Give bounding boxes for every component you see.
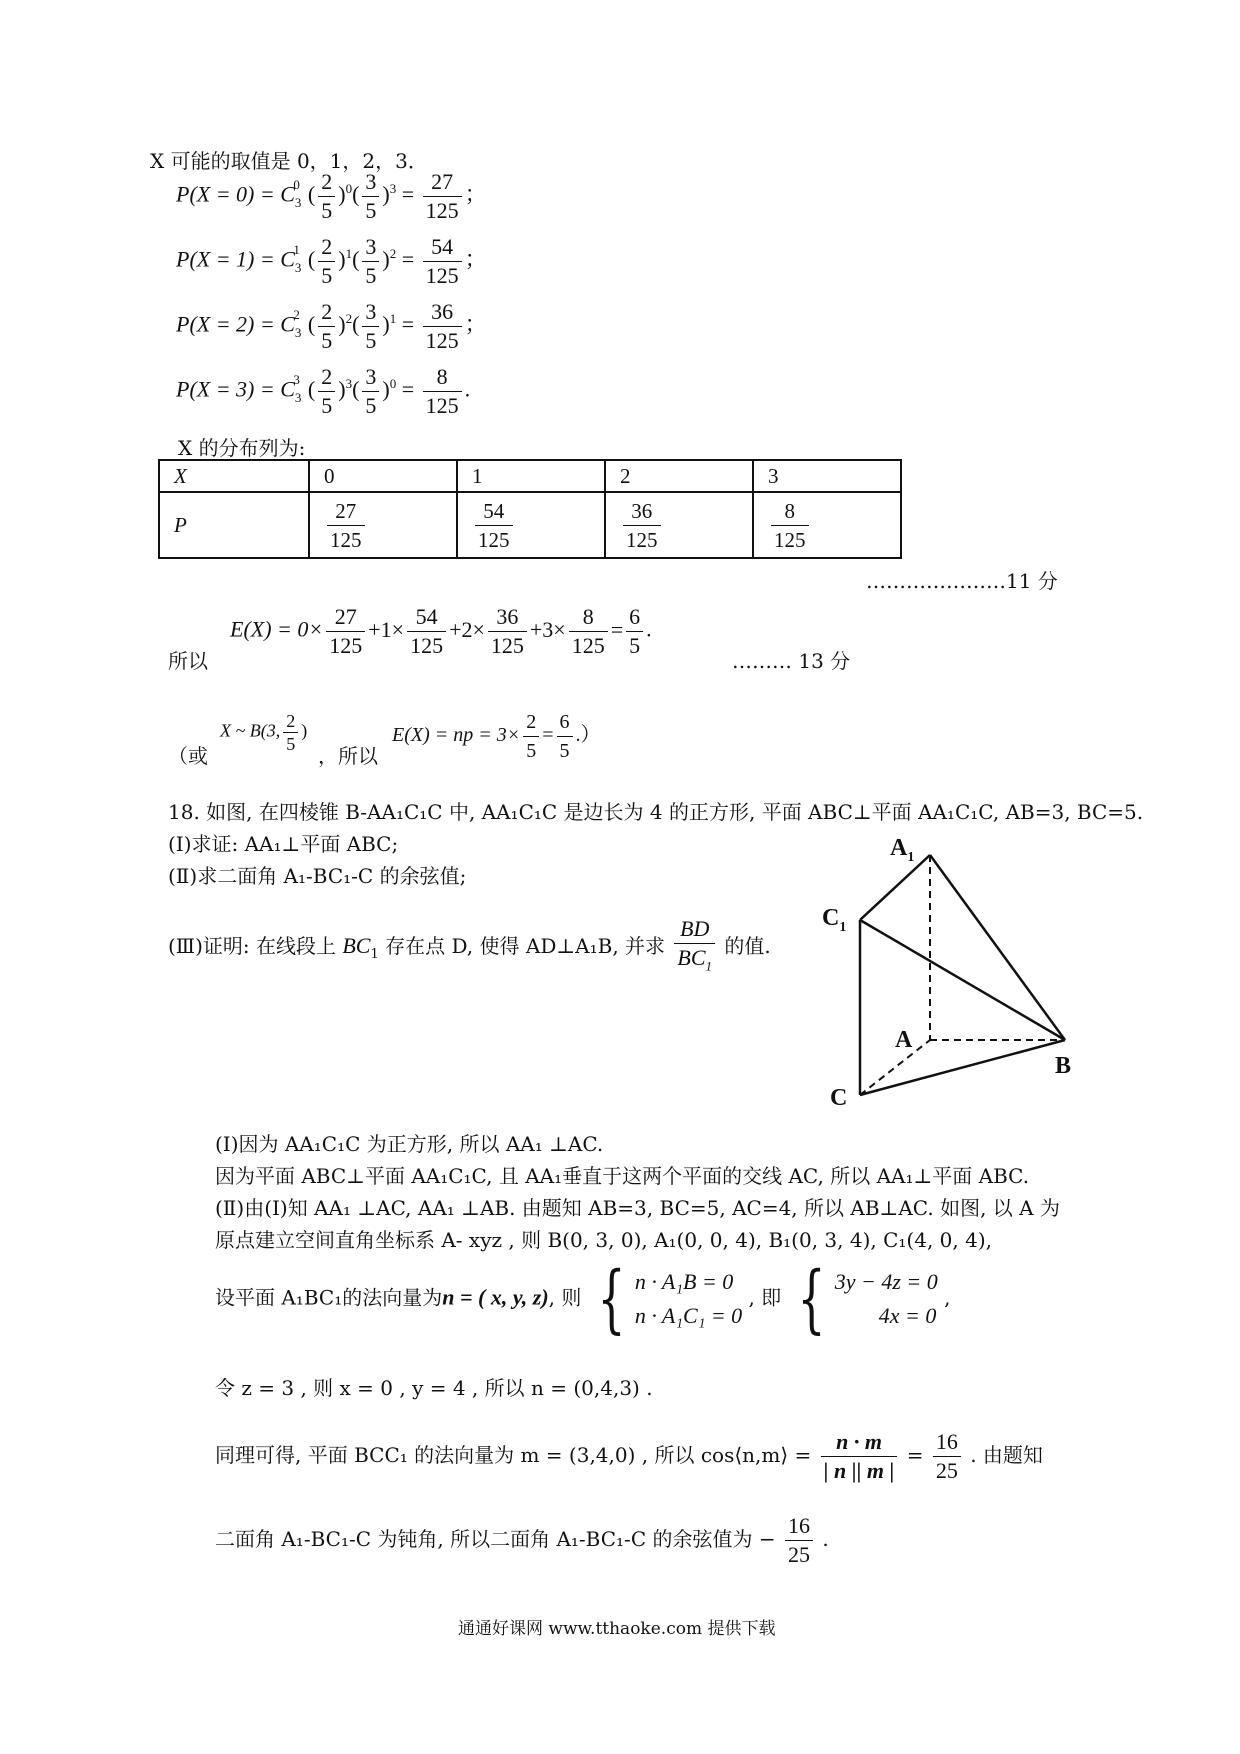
dist-caption: X 的分布列为: (178, 436, 306, 460)
solution-line-6: 令 z = 3 , 则 x = 0 , y = 4 , 所以 n = (0,4,3) . (215, 1376, 653, 1400)
alt-expr: E(X) = np = 3× $\frac{2}{5}$ = $\frac{6}{5}$ .） (392, 708, 601, 765)
label-c: C (830, 1085, 848, 1111)
table-cell: 0 (309, 460, 457, 492)
solution-line-2: 因为平面 ABC⊥平面 AA₁C₁C, 且 AA₁垂直于这两个平面的交线 AC, 所以 AA₁⊥平面 ABC. (215, 1164, 1030, 1188)
table-cell: 2 (605, 460, 753, 492)
footer: 通通好课网 www.tthaoke.com 提供下载 (458, 1619, 776, 1639)
edge-c-b (860, 1040, 1065, 1095)
table-header-x: X (159, 460, 309, 492)
expectation-term: $\frac{8}{125}$ (569, 603, 608, 660)
probability-line: $P(X = 1) = C_3^1$ ( $\frac{2}{5}$ )$^1$( $\frac{3}{5}$ )$^2$ = $\frac{54}{125}$ ； (176, 234, 487, 288)
alt-open: （或 (168, 744, 208, 768)
solution-line-8: 二面角 A₁-BC₁-C 为钝角, 所以二面角 A₁-BC₁-C 的余弦值为 − $\frac{16}{25}$ . (215, 1513, 829, 1567)
table-cell: $\frac{54}{125}$ (457, 492, 605, 558)
table-cell: $\frac{27}{125}$ (309, 492, 457, 558)
expectation-term: $\frac{27}{125}$ (326, 603, 365, 660)
solution-line-1: (Ⅰ)因为 AA₁C₁C 为正方形, 所以 AA₁ ⊥AC. (215, 1132, 604, 1156)
expectation-term: $\frac{36}{125}$ (488, 603, 527, 660)
edge-c1-a1 (860, 855, 930, 920)
label-a: A (895, 1027, 913, 1053)
probability-line: $P(X = 2) = C_3^2$ ( $\frac{2}{5}$ )$^2$( $\frac{3}{5}$ )$^1$ = $\frac{36}{125}$ ； (176, 299, 487, 353)
q18-part1: (Ⅰ)求证: AA₁⊥平面 ABC; (168, 832, 399, 856)
probability-line: $P(X = 0) = C_3^0$ ( $\frac{2}{5}$ )$^0$( $\frac{3}{5}$ )$^3$ = $\frac{27}{125}$ ； (176, 169, 487, 223)
score-11: …………………11 分 (866, 569, 1058, 593)
table-header-p: P (159, 492, 309, 558)
expectation-formula: E(X) = 0× $\frac{27}{125}$ +1× $\frac{54}{125}$ +2× $\frac{36}{125}$ +3× $\frac{8}{125}$ = $\frac{6}{5}$ . (230, 604, 652, 658)
q18-part3: (Ⅲ)证明: 在线段上 $BC_1$ 存在点 D, 使得 AD⊥A₁B, 并求 $\frac{BD}{BC_1}$ 的值. (168, 915, 771, 980)
edge-c1-b (860, 920, 1065, 1040)
solution-line-4: 原点建立空间直角坐标系 A- xyz , 则 B(0, 3, 0), A₁(0, 0, 4), B₁(0, 3, 4), C₁(4, 0, 4), (215, 1228, 992, 1252)
table-cell: $\frac{8}{125}$ (753, 492, 901, 558)
label-b: B (1055, 1053, 1072, 1079)
table-cell: 3 (753, 460, 901, 492)
table-cell: $\frac{36}{125}$ (605, 492, 753, 558)
label-c1: $C_1$ (822, 905, 847, 935)
score-13: ……… 13 分 (732, 649, 851, 673)
expectation-term: $\frac{54}{125}$ (407, 603, 446, 660)
distribution-table (158, 459, 902, 559)
expect-prefix: 所以 (168, 649, 208, 673)
values-line: X 可能的取值是 0，1，2，3． (150, 149, 428, 173)
solution-line-7: 同理可得, 平面 BCC₁ 的法向量为 m = (3,4,0) , 所以 cos⟨n,m⟩ = $\frac{n \cdot m}{| n || m |}$ = $\frac{16}{25}$ . 由题知 (215, 1429, 1043, 1483)
alt-binom: X ~ B(3, $\frac{2}{5}$ ) (220, 711, 308, 754)
label-a1: $A_1$ (890, 835, 915, 865)
edge-a1-b (930, 855, 1065, 1040)
probability-line: $P(X = 3) = C_3^3$ ( $\frac{2}{5}$ )$^3$( $\frac{3}{5}$ )$^0$ = $\frac{8}{125}$ . (176, 364, 471, 418)
pyramid-figure (820, 825, 1110, 1125)
solution-line-5: 设平面 A₁BC₁的法向量为n = ( x, y, z), 则 { n · A₁B = 0 n · A₁C₁ = 0 , 即 { 3y − 4z = 0 4x = 0 , (215, 1256, 951, 1342)
solution-line-3: (Ⅱ)由(Ⅰ)知 AA₁ ⊥AC, AA₁ ⊥AB. 由题知 AB=3, BC=5, AC=4, 所以 AB⊥AC. 如图, 以 A 为 (215, 1196, 1060, 1220)
q18-stem: 18. 如图, 在四棱锥 B-AA₁C₁C 中, AA₁C₁C 是边长为 4 的正方形, 平面 ABC⊥平面 AA₁C₁C, AB=3, BC=5. (168, 800, 1144, 824)
q18-part2: (Ⅱ)求二面角 A₁-BC₁-C 的余弦值; (168, 864, 467, 888)
table-cell: 1 (457, 460, 605, 492)
alt-mid: ，所以 (318, 744, 378, 768)
